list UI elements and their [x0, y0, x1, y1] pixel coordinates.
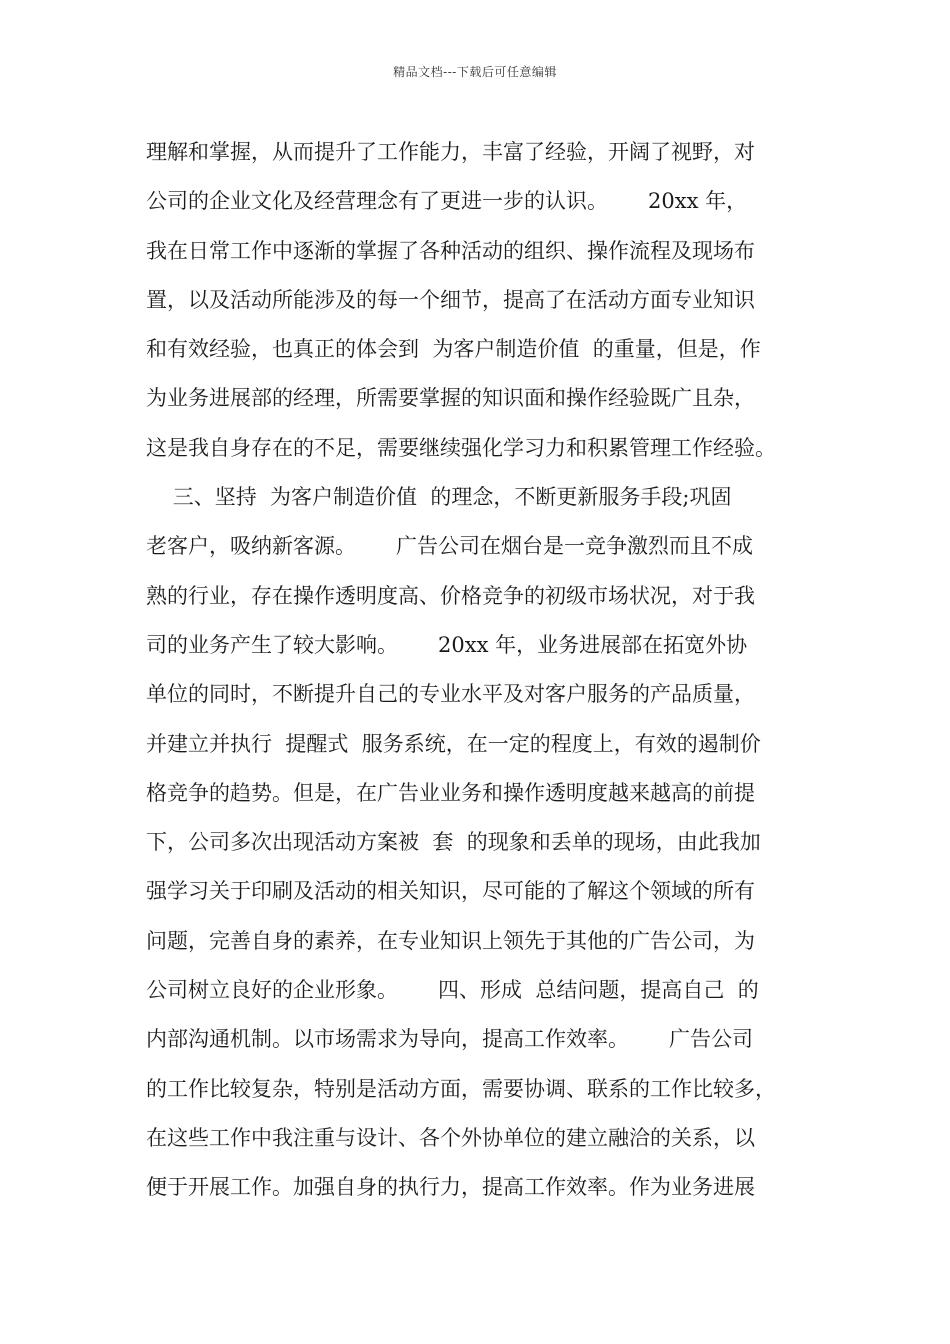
text-line: 司的业务产生了较大影响。 20xx 年，业务进展部在拓宽外协	[146, 632, 748, 657]
text-line: 并建立并执行 提醒式 服务系统，在一定的程度上，有效的遏制价	[146, 731, 761, 756]
text-line: 置，以及活动所能涉及的每一个细节，提高了在活动方面专业知识	[146, 287, 755, 312]
text-line: 这是我自身存在的不足，需要继续强化学习力和积累管理工作经验。	[146, 435, 776, 460]
text-line: 公司的企业文化及经营理念有了更进一步的认识。 20xx 年，	[146, 189, 748, 214]
text-line: 在这些工作中我注重与设计、各个外协单位的建立融洽的关系，以	[146, 1125, 755, 1150]
text-line: 单位的同时，不断提升自己的专业水平及对客户服务的产品质量，	[146, 682, 755, 707]
text-line: 内部沟通机制。以市场需求为导向，提高工作效率。 广告公司	[146, 1027, 754, 1052]
text-line: 理解和掌握，从而提升了工作能力，丰富了经验，开阔了视野，对	[146, 140, 755, 164]
text-line: 公司树立良好的企业形象。 四、形成 总结问题，提高自己 的	[146, 978, 759, 1003]
page-header: 精品文档---下载后可任意编辑	[393, 65, 557, 79]
text-line: 为业务进展部的经理，所需要掌握的知识面和操作经验既广且杂，	[146, 386, 755, 411]
text-line: 下，公司多次出现活动方案被 套 的现象和丢单的现场，由此我加	[146, 830, 761, 855]
text-line: 的工作比较复杂，特别是活动方面，需要协调、联系的工作比较多，	[146, 1076, 776, 1101]
text-line: 老客户，吸纳新客源。 广告公司在烟台是一竞争激烈而且不成	[146, 534, 754, 559]
text-line: 我在日常工作中逐渐的掌握了各种活动的组织、操作流程及现场布	[146, 238, 755, 263]
text-line: 和有效经验，也真正的体会到 为客户制造价值 的重量，但是，作	[146, 337, 761, 362]
document-body	[146, 128, 826, 1213]
text-line: 便于开展工作。加强自身的执行力，提高工作效率。作为业务进展	[146, 1175, 755, 1200]
text-line: 格竞争的趋势。但是，在广告业业务和操作透明度越来越高的前提	[146, 780, 755, 805]
text-line: 强学习关于印刷及活动的相关知识，尽可能的了解这个领域的所有	[146, 879, 755, 904]
text-line: 问题，完善自身的素养，在专业知识上领先于其他的广告公司，为	[146, 928, 755, 953]
text-line: 三、坚持 为客户制造价值 的理念，不断更新服务手段;巩固	[146, 485, 732, 510]
text-line: 熟的行业，存在操作透明度高、价格竞争的初级市场状况，对于我	[146, 583, 755, 608]
